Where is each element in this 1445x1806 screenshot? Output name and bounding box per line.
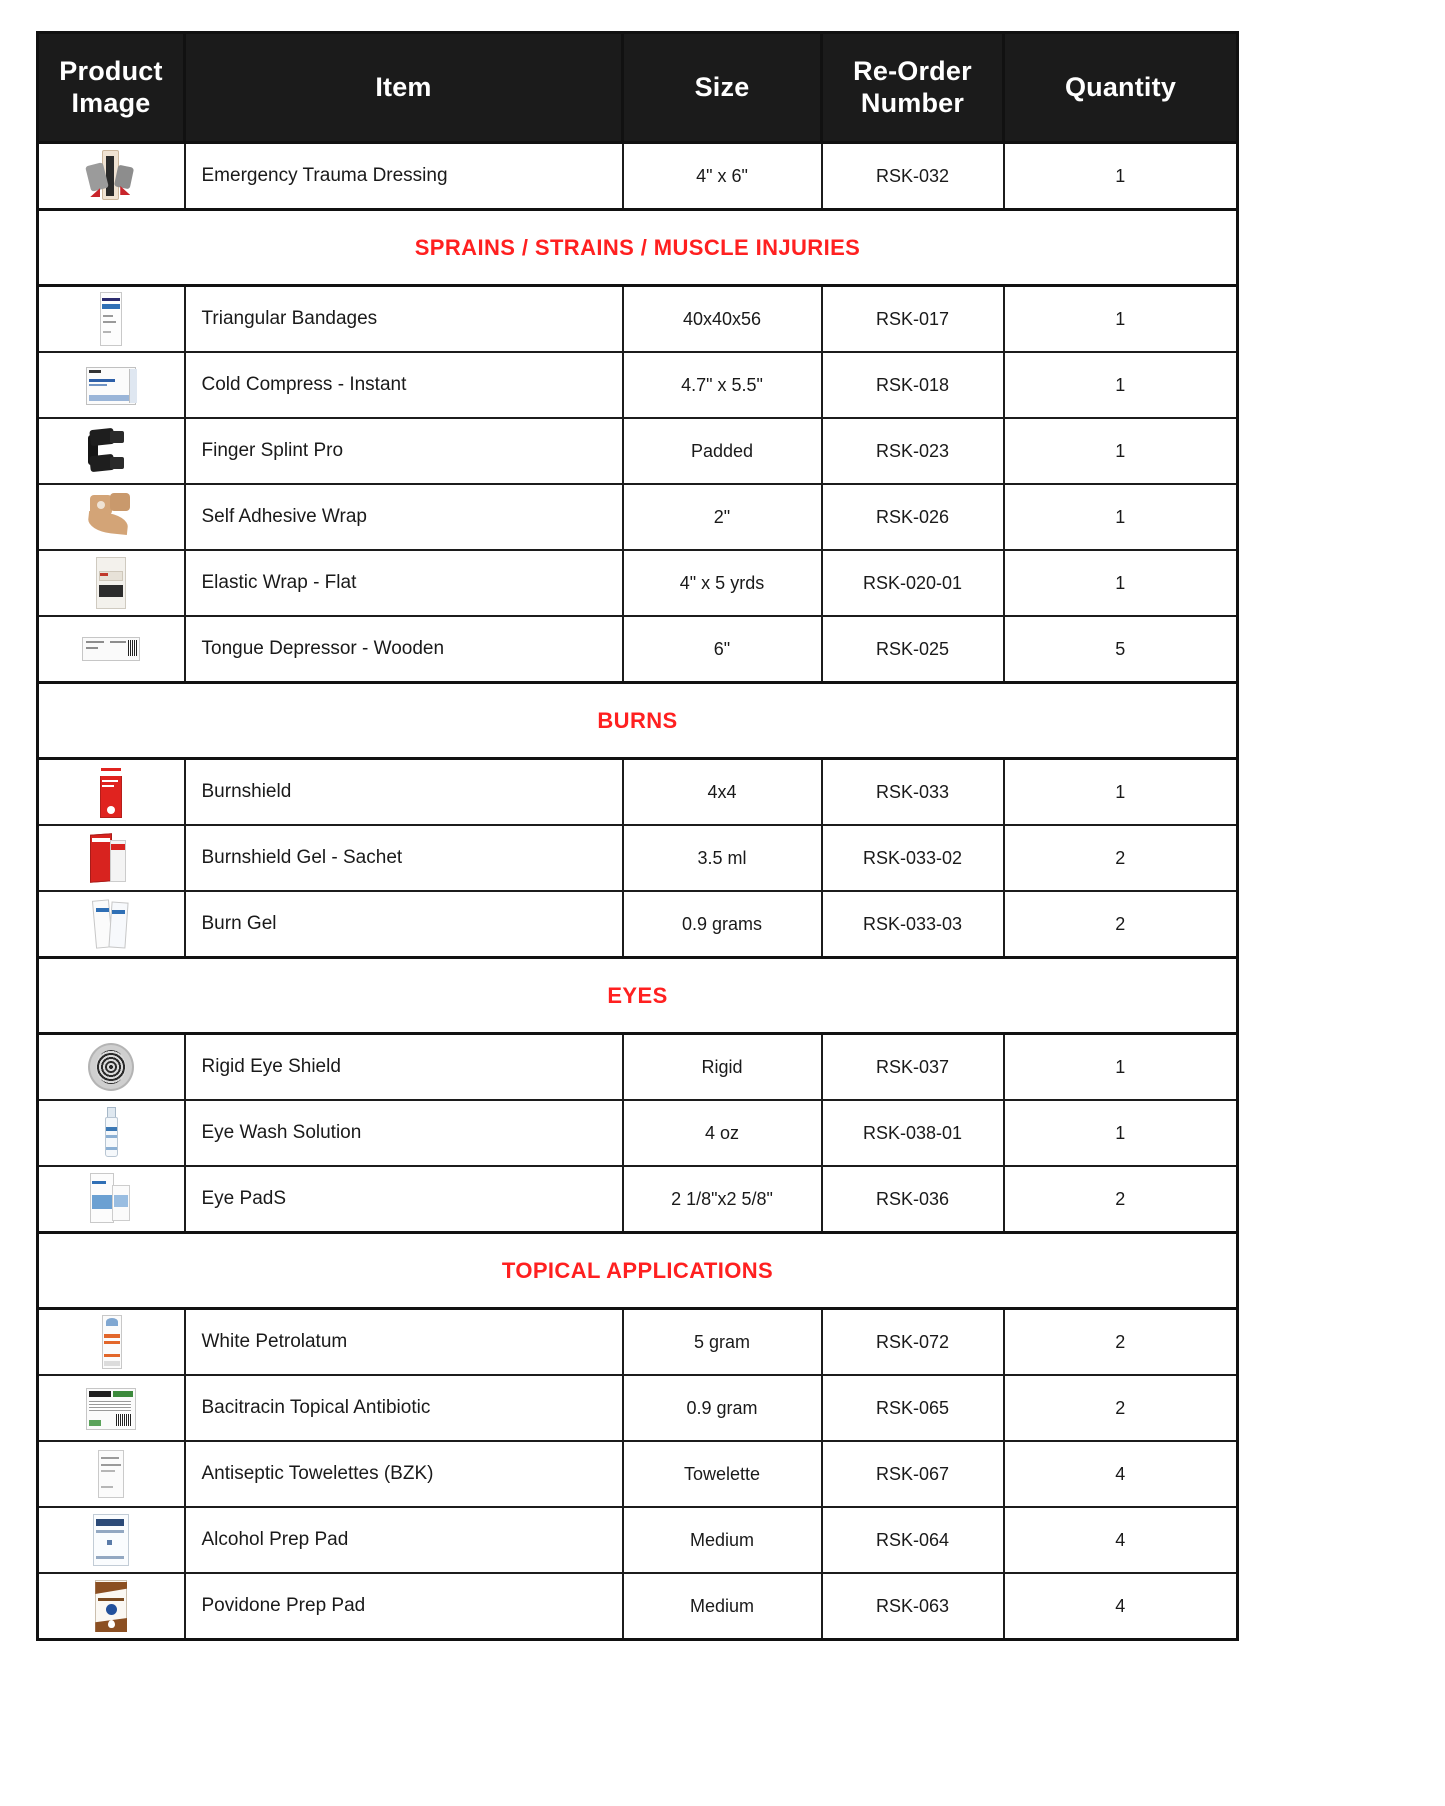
thumb-shape — [92, 1195, 112, 1209]
inventory-table-container — [36, 31, 1236, 1641]
section-header-row — [38, 683, 1238, 759]
cell-item-name: Tongue Depressor - Wooden — [185, 616, 623, 683]
thumb-shape — [92, 1181, 106, 1184]
cell-size: Towelette — [623, 1441, 822, 1507]
cell-product-image — [38, 616, 185, 683]
section-label: TOPICAL APPLICATIONS — [501, 1257, 774, 1283]
header-row — [38, 33, 1238, 143]
thumb-shape — [101, 1486, 113, 1488]
table-row[interactable] — [38, 1100, 1238, 1166]
cell-reorder-number: RSK-023 — [822, 418, 1004, 484]
cell-reorder-number: RSK-033-03 — [822, 891, 1004, 958]
cell-reorder-number: RSK-038-01 — [822, 1100, 1004, 1166]
thumb-shape — [103, 321, 116, 323]
thumb-shape — [89, 1420, 101, 1426]
section-header-row — [38, 1233, 1238, 1309]
cell-product-image — [38, 1034, 185, 1101]
thumb-shape — [99, 585, 123, 597]
cell-quantity: 2 — [1004, 1375, 1238, 1441]
cell-item-name: Elastic Wrap - Flat — [185, 550, 623, 616]
cell-product-image — [38, 759, 185, 826]
thumb-shape — [100, 573, 108, 576]
self-adhesive-wrap-image — [80, 489, 142, 545]
cell-size: 4x4 — [623, 759, 822, 826]
cell-product-image — [38, 1507, 185, 1573]
section-header-cell — [38, 1233, 1238, 1309]
thumb-shape — [89, 384, 107, 386]
finger-splint-image — [80, 423, 142, 479]
cell-quantity: 1 — [1004, 759, 1238, 826]
thumb-shape — [109, 901, 129, 948]
elastic-wrap-image — [80, 555, 142, 611]
table-row[interactable] — [38, 352, 1238, 418]
thumb-shape — [104, 1354, 120, 1357]
cell-quantity: 4 — [1004, 1441, 1238, 1507]
rigid-eye-shield-image — [80, 1039, 142, 1095]
cell-quantity: 2 — [1004, 825, 1238, 891]
thumb-shape — [102, 304, 120, 309]
thumb-shape — [104, 1341, 120, 1344]
cell-reorder-number: RSK-032 — [822, 143, 1004, 210]
section-label: SPRAINS / STRAINS / MUSCLE INJURIES — [414, 234, 861, 260]
cell-quantity: 1 — [1004, 352, 1238, 418]
thumb-shape — [107, 1540, 112, 1545]
section-label: BURNS — [597, 707, 678, 733]
cell-product-image — [38, 418, 185, 484]
thumb-shape — [128, 640, 137, 656]
cell-reorder-number: RSK-033 — [822, 759, 1004, 826]
thumb-shape — [96, 557, 126, 609]
eye-wash-solution-image — [80, 1105, 142, 1161]
thumb-shape — [86, 647, 98, 649]
cell-quantity: 2 — [1004, 891, 1238, 958]
cell-product-image — [38, 1375, 185, 1441]
thumb-shape — [116, 1414, 132, 1426]
cell-item-name: Eye Wash Solution — [185, 1100, 623, 1166]
cell-reorder-number: RSK-037 — [822, 1034, 1004, 1101]
table-row[interactable] — [38, 1375, 1238, 1441]
burnshield-image — [80, 764, 142, 820]
cell-reorder-number: RSK-065 — [822, 1375, 1004, 1441]
thumb-shape — [98, 1598, 124, 1601]
cell-item-name: Alcohol Prep Pad — [185, 1507, 623, 1573]
column-header-product-image: Product Image — [38, 33, 185, 143]
cell-item-name: Eye PadS — [185, 1166, 623, 1233]
table-row[interactable] — [38, 1507, 1238, 1573]
thumb-shape — [101, 1470, 115, 1472]
cell-size: 2 1/8"x2 5/8" — [623, 1166, 822, 1233]
cell-item-name: Bacitracin Topical Antibiotic — [185, 1375, 623, 1441]
thumb-shape — [101, 1464, 121, 1466]
cell-quantity: 1 — [1004, 418, 1238, 484]
cell-size: 4 oz — [623, 1100, 822, 1166]
cell-size: Medium — [623, 1507, 822, 1573]
cell-reorder-number: RSK-067 — [822, 1441, 1004, 1507]
section-header-row — [38, 958, 1238, 1034]
thumb-shape — [110, 457, 124, 469]
table-row[interactable] — [38, 1166, 1238, 1233]
cell-item-name: Burnshield Gel - Sachet — [185, 825, 623, 891]
cell-product-image — [38, 143, 185, 210]
column-header-item: Item — [185, 33, 623, 143]
thumb-shape — [101, 1457, 119, 1459]
column-header-quantity: Quantity — [1004, 33, 1238, 143]
cell-reorder-number: RSK-025 — [822, 616, 1004, 683]
cell-size: 0.9 grams — [623, 891, 822, 958]
table-row[interactable] — [38, 1309, 1238, 1376]
thumb-shape — [101, 768, 121, 771]
thumb-shape — [102, 780, 118, 782]
thumb-shape — [89, 370, 101, 373]
cell-reorder-number: RSK-017 — [822, 286, 1004, 353]
tongue-depressor-image — [80, 621, 142, 677]
table-row[interactable] — [38, 1441, 1238, 1507]
thumb-shape — [110, 431, 124, 443]
thumb-shape — [108, 1620, 115, 1628]
thumb-shape — [106, 1147, 117, 1150]
cell-reorder-number: RSK-063 — [822, 1573, 1004, 1640]
cell-item-name: Self Adhesive Wrap — [185, 484, 623, 550]
thumb-shape — [106, 1318, 118, 1326]
thumb-shape — [114, 165, 134, 190]
cell-product-image — [38, 352, 185, 418]
section-header-row — [38, 210, 1238, 286]
cell-quantity: 1 — [1004, 143, 1238, 210]
thumb-shape — [96, 1519, 124, 1526]
eye-pads-image — [80, 1171, 142, 1227]
column-header-size: Size — [623, 33, 822, 143]
cell-product-image — [38, 484, 185, 550]
cell-reorder-number: RSK-064 — [822, 1507, 1004, 1573]
table-body — [38, 143, 1238, 1640]
cell-size: 5 gram — [623, 1309, 822, 1376]
thumb-shape — [102, 785, 114, 787]
thumb-shape — [103, 315, 113, 317]
cell-item-name: Burn Gel — [185, 891, 623, 958]
cell-reorder-number: RSK-020-01 — [822, 550, 1004, 616]
cell-product-image — [38, 1309, 185, 1376]
cell-quantity: 1 — [1004, 286, 1238, 353]
thumb-shape — [103, 331, 111, 333]
table-row[interactable] — [38, 1034, 1238, 1101]
cell-size: Padded — [623, 418, 822, 484]
thumb-shape — [96, 1530, 124, 1533]
thumb-shape — [89, 1391, 111, 1397]
thumb-shape — [106, 1135, 117, 1138]
section-label: EYES — [607, 982, 668, 1008]
cell-reorder-number: RSK-033-02 — [822, 825, 1004, 891]
cell-quantity: 4 — [1004, 1507, 1238, 1573]
cell-product-image — [38, 550, 185, 616]
cell-size: Rigid — [623, 1034, 822, 1101]
burn-gel-image — [80, 896, 142, 952]
table-row[interactable] — [38, 825, 1238, 891]
thumb-shape — [106, 156, 114, 196]
thumb-shape — [112, 910, 125, 914]
trauma-dressing-image — [80, 148, 142, 204]
cell-quantity: 2 — [1004, 1166, 1238, 1233]
cell-size: 2" — [623, 484, 822, 550]
cell-size: 0.9 gram — [623, 1375, 822, 1441]
table-row[interactable] — [38, 891, 1238, 958]
cell-product-image — [38, 891, 185, 958]
cell-item-name: Povidone Prep Pad — [185, 1573, 623, 1640]
cell-quantity: 4 — [1004, 1573, 1238, 1640]
section-header-cell — [38, 210, 1238, 286]
povidone-prep-pad-image — [80, 1578, 142, 1634]
thumb-shape — [92, 838, 110, 842]
table-row[interactable] — [38, 1573, 1238, 1640]
table-row[interactable] — [38, 143, 1238, 210]
cell-size: 4" x 5 yrds — [623, 550, 822, 616]
thumb-shape — [110, 641, 126, 643]
table-row[interactable] — [38, 759, 1238, 826]
cell-item-name: White Petrolatum — [185, 1309, 623, 1376]
cell-quantity: 1 — [1004, 484, 1238, 550]
cell-quantity: 1 — [1004, 550, 1238, 616]
thumb-shape — [113, 1391, 133, 1397]
cell-reorder-number: RSK-026 — [822, 484, 1004, 550]
thumb-shape — [129, 369, 137, 403]
first-aid-inventory-table — [36, 31, 1239, 1641]
thumb-shape — [104, 1361, 120, 1366]
table-row[interactable] — [38, 484, 1238, 550]
cell-item-name: Emergency Trauma Dressing — [185, 143, 623, 210]
white-petrolatum-image — [80, 1314, 142, 1370]
table-row[interactable] — [38, 616, 1238, 683]
thumb-shape — [96, 908, 109, 912]
section-header-cell — [38, 683, 1238, 759]
cell-item-name: Triangular Bandages — [185, 286, 623, 353]
table-header — [38, 33, 1238, 143]
cell-item-name: Finger Splint Pro — [185, 418, 623, 484]
thumb-shape — [102, 298, 120, 301]
cell-reorder-number: RSK-072 — [822, 1309, 1004, 1376]
cell-size: 4.7" x 5.5" — [623, 352, 822, 418]
thumb-shape — [89, 395, 131, 401]
cell-size: 40x40x56 — [623, 286, 822, 353]
bacitracin-image — [80, 1380, 142, 1436]
cell-reorder-number: RSK-018 — [822, 352, 1004, 418]
cell-item-name: Cold Compress - Instant — [185, 352, 623, 418]
cell-product-image — [38, 1573, 185, 1640]
table-row[interactable] — [38, 418, 1238, 484]
thumb-shape — [89, 1401, 131, 1411]
thumb-shape — [114, 1195, 128, 1207]
section-header-cell — [38, 958, 1238, 1034]
cell-product-image — [38, 1441, 185, 1507]
cell-quantity: 1 — [1004, 1100, 1238, 1166]
cell-product-image — [38, 286, 185, 353]
cell-quantity: 2 — [1004, 1309, 1238, 1376]
thumb-shape — [111, 844, 125, 850]
cell-quantity: 5 — [1004, 616, 1238, 683]
cell-product-image — [38, 1100, 185, 1166]
cell-product-image — [38, 1166, 185, 1233]
thumb-shape — [86, 641, 104, 643]
cell-item-name: Antiseptic Towelettes (BZK) — [185, 1441, 623, 1507]
thumb-shape — [96, 1556, 124, 1559]
thumb-shape — [104, 1334, 120, 1338]
cell-size: 6" — [623, 616, 822, 683]
cell-item-name: Rigid Eye Shield — [185, 1034, 623, 1101]
cold-compress-image — [80, 357, 142, 413]
cell-quantity: 1 — [1004, 1034, 1238, 1101]
antiseptic-towelette-image — [80, 1446, 142, 1502]
table-row[interactable] — [38, 550, 1238, 616]
burnshield-gel-image — [80, 830, 142, 886]
thumb-shape — [110, 493, 130, 511]
cell-size: Medium — [623, 1573, 822, 1640]
alcohol-prep-pad-image — [80, 1512, 142, 1568]
column-header-reorder-number: Re-Order Number — [822, 33, 1004, 143]
triangular-bandage-image — [80, 291, 142, 347]
cell-size: 3.5 ml — [623, 825, 822, 891]
thumb-shape — [106, 1127, 117, 1131]
cell-reorder-number: RSK-036 — [822, 1166, 1004, 1233]
cell-size: 4" x 6" — [623, 143, 822, 210]
cell-item-name: Burnshield — [185, 759, 623, 826]
thumb-shape — [89, 379, 115, 382]
table-row[interactable] — [38, 286, 1238, 353]
cell-product-image — [38, 825, 185, 891]
